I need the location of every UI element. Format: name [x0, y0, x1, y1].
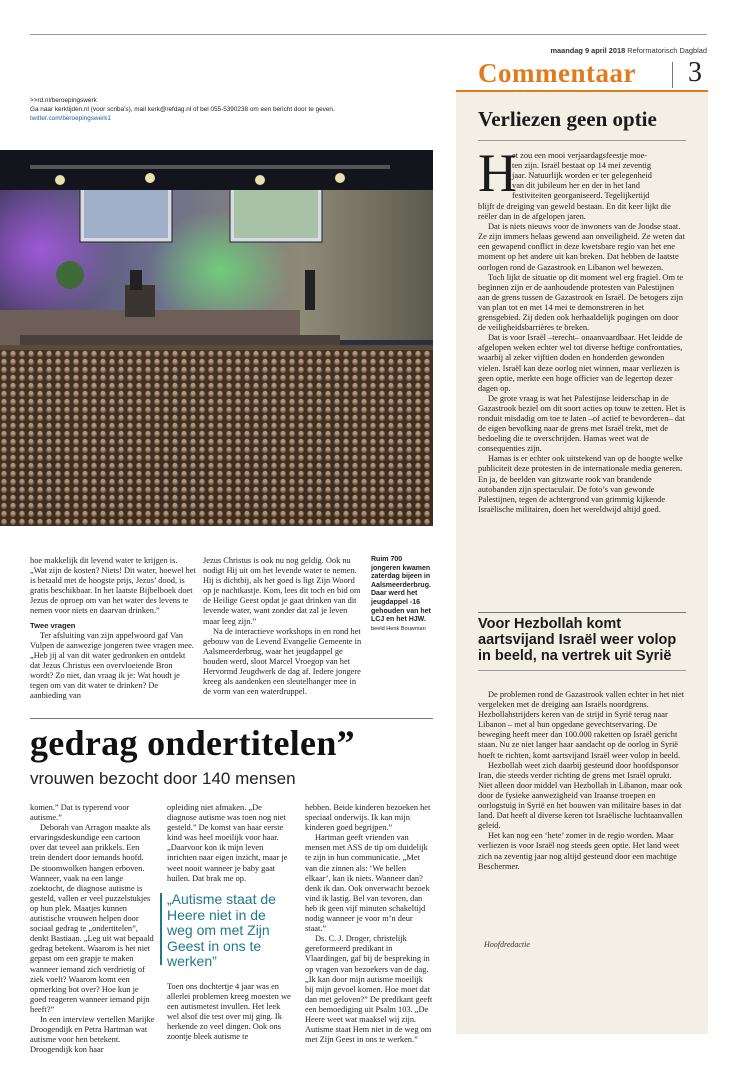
- pull-quote: „Autisme staat de Heere niet in de weg om met Zijn Geest in ons te werken”: [167, 891, 276, 969]
- editorial-lead: [512, 151, 687, 201]
- paragraph: Hamas is er echter ook uitstekend van op de hoogte welke publiciteit deze protesten in de internationale media generen. En ja, de beelden van gitzwarte rook van brandende autobanden zijn spectaculair. De foto’s van gewonde Palestijnen, tegen de achtergrond van grimmig kijkende Israëlische militairen, doen het wereldwijd altijd goed.: [478, 454, 683, 514]
- editorial-body: [478, 202, 686, 515]
- issue-date: maandag 9 april 2018: [550, 46, 626, 55]
- reference-text: Ga naar kerktijden.nl (voor scriba’s), mail kerk@refdag.nl of bel 055-5390238 om een bericht door te geven.: [30, 106, 335, 114]
- editorial-signature: Hoofdredactie: [484, 940, 530, 949]
- photo-caption: [371, 556, 433, 633]
- top-rule: [30, 34, 707, 35]
- lower-article-col3: [305, 803, 433, 1045]
- article-headline: gedrag ondertitelen”: [30, 723, 355, 763]
- paragraph: De grote vraag is wat het Palestijnse leiderschap in de Gazastrook beziel om dit soort acties op touw te zetten. Het is ronduit misdadig om toe te laten –of actief te bevorderen– dat de eigen bevolking naar de grens met Israël trekt, met de bedoeling die te overschrijden. Hamas weet wat de consequenties zijn.: [478, 393, 686, 454]
- paragraph: Na de interactieve workshops in en rond het gebouw van de Levend Evangelie Gemeente in Aalsmeerderbrug, waar het jeugdappel ge houden werd, sloot Marcel Vroegop van het Hervormd Jeugdwerk de dag af. Iedere jongere kreeg als aandenken een sleutelhanger mee in de vorm van een waterdruppel.: [203, 626, 362, 697]
- section-title: Commentaar: [478, 58, 636, 88]
- editorial-title: Verliezen geen optie: [478, 107, 657, 131]
- section-divider: [672, 62, 673, 88]
- paper-name: Reformatorisch Dagblad: [627, 46, 707, 55]
- lower-article-col1: [30, 803, 155, 1055]
- lead-line: ten zijn. Israël bestaat op 14 mei zeventig: [512, 161, 652, 171]
- event-photo: [0, 150, 433, 526]
- lower-article-col2: [167, 803, 292, 884]
- section-accent-rule: [456, 90, 708, 92]
- editorial-body-2: [478, 690, 686, 872]
- upper-article-col2: [203, 556, 363, 697]
- paragraph: Deborah van Arragon maakte als ervaringsdeskundige een cartoon over dat teveel aan prikkels. Een trein dendert door iemands hoofd. De stoomwolken hangen erboven. Wanneer, vaak na een lange zoektocht, de diagnose autisme is gesteld, vallen er veel puzzelstukjes op hun plek. Maatjes kunnen autistische vrouwen helpen door sociaal gedrag te „ondertitelen”, denkt Bastiaan. „Leg uit wat bepaald gedrag betekent. Waarom is het niet gepast om een grapje te maken wanneer iemand zich verdrietig of ziek voelt? Waarom komt een opmerking bot over? Hoe kun je goed reageren wanneer iemand pijn heeft?”: [30, 823, 154, 1014]
- paragraph: Ds. C. J. Droger, christelijk gereformeerd predikant in Vlaardingen, gaf bij de bespreking in op vragen van bezoekers van de dag. „Ik kan door mijn autisme moeilijk bij mijn gevoel komen. Hoe moet dat dan met geloven?” De predikant geeft een bemoediging uit Psalm 103. „De Heere weet wat maaksel wij zijn. Autisme staat Hem niet in de weg om met Zijn Geest in ons te werken.”: [305, 934, 433, 1045]
- drop-cap: H: [478, 143, 517, 203]
- article-subheadline: vrouwen bezocht door 140 mensen: [30, 769, 296, 788]
- upper-article-col1: [30, 556, 196, 701]
- auditorium-photo-illustration: [0, 150, 433, 526]
- masthead-dateline: [550, 46, 707, 55]
- reference-link[interactable]: >>rd.nl/beroepingswerk: [30, 97, 97, 104]
- paragraph: opleiding niet afmaken. „De diagnose autisme was toen nog niet gesteld.” De komst van haar eerste kind was heel moeilijk voor haar. „Daarvoor kon ik mijn leven inrichten naar eigen inzicht, maar je weet nooit wanneer je baby gaat huilen. Dat brak me op.: [167, 803, 288, 883]
- editorial-title-rule: [478, 140, 686, 141]
- editorial-subhead-rule-bottom: [478, 670, 686, 671]
- lead-line: jaar. Natuurlijk worden er ter gelegenheid: [512, 171, 652, 181]
- paragraph: blijft de dreiging van geweld bestaan. En dit keer lijkt die reëler dan in de afgelopen jaren.: [478, 202, 671, 222]
- paragraph: Ter afsluiting van zijn appelwoord gaf Van Vulpen de aanwezige jongeren twee vragen mee. „Heb jij al van dit water gedronken en ontdekt dat Jezus Christus een overvloeiende Bron wordt? Zo niet, dan vraag ik je: Wat houdt je tegen om van dit water te drinken? De aanbieding van: [30, 630, 194, 701]
- lead-line: van dit jubileum her en der in het land: [512, 181, 640, 191]
- paragraph: Het kan nog een ‘hete’ zomer in de regio worden. Maar verliezen is voor Israël nog steeds geen optie. Het land weet zich na zeventig jaar nog altijd gesteund door een machtige Beschermer.: [478, 831, 680, 871]
- paragraph: komen.” Dat is typerend voor autisme.”: [30, 803, 130, 823]
- paragraph: Hartman geeft vrienden van mensen met ASS de tip om duidelijk te zijn in hun communicatie. „Met van die zinnen als: ‘We bellen elkaar’, kan ik niets. Wanneer dan? denk ik dan. Ook onverwacht bezoek vind ik lastig. Bel van tevoren, dan heb ik geen vijf minuten schakeltijd nodig wanneer je voor m’n deur staat.”: [305, 833, 430, 934]
- paragraph: In een interview vertellen Marijke Droogendijk en Petra Hartman wat autisme voor hen betekent. Droogendijk kon haar: [30, 1014, 155, 1055]
- paragraph: Hezbollah weet zich daarbij gesteund door hoofdsponsor Iran, die steeds verder richting de grens met Israël oprukt. Niet alleen door middel van Hezbollah in Libanon, maar ook door de fysieke aanwezigheid van Iraanse troepen en oorlogstuig in Syrië en het bouwen van militaire bases in dat land. Dat heeft al diverse keren tot Israëlische luchtaanvallen geleid.: [478, 760, 683, 831]
- caption-text: Ruim 700 jongeren kwamen zaterdag bijeen in Aalsmeerderbrug. Daar werd het jeugdappel -16 gehouden van het LCJ en het HJW.: [371, 556, 431, 624]
- paragraph: Toen ons dochtertje 4 jaar was en allerlei problemen kreeg moesten we een autismetest invullen. Het leek wel alsof die test over mij ging. Ik herkende zo veel dingen. Ook ons zoontje bleek autisme te: [167, 982, 291, 1042]
- lower-article-col2b: [167, 982, 292, 1043]
- paragraph: De problemen rond de Gazastrook vallen echter in het niet vergeleken met de dreiging aan Israëls noordgrens. Hezbollahstrijders keren van de strijd in Syrië terug naar Libanon – met al hun opgedane gevechtservaring. De beweging heeft meer dan 100.000 raketten op Israël gericht staan. Nu ze niet langer haar aandacht op de oorlog in Syrië hoeft te richten, komt aartsvijand Israël weer volop in beeld.: [478, 690, 685, 760]
- editorial-subheadline: Voor Hezbollah komt aartsvijand Israël weer volop in beeld, na vertrek uit Syrië: [478, 616, 677, 664]
- quote-bar: [160, 893, 162, 965]
- reference-block: [30, 96, 335, 124]
- paragraph: hebben. Beide kinderen bezoeken het speciaal onderwijs. Ik kan mijn kinderen goed begrijpen.”: [305, 803, 431, 833]
- lead-line: festiviteiten georganiseerd. Tegelijkertijd: [512, 191, 650, 201]
- paragraph: Dat is niets nieuws voor de inwoners van de Joodse staat. Ze zijn immers helaas gewend aan onveiligheid. Ze weten dat een gewapend conflict in deze kwetsbare regio van het ene moment op het andere uit kan breken. Dat hebben de laatste oorlogen rond de Gazastrook en Libanon wel bewezen.: [478, 222, 685, 272]
- lead-line: et zou een mooi verjaardagsfeestje moe-: [512, 151, 648, 160]
- section-heading: Twee vragen: [30, 620, 76, 630]
- article-divider: [30, 718, 433, 719]
- paragraph: Dat is voor Israël –terecht– onaanvaardbaar. Het leidde de afgelopen weken echter wel tot diverse heftige confrontaties, waarbij al zeker vijftien doden en honderden gewonden vielen. Israël kan deze oorlog niet winnen, maar verliezen is geen optie, merkte een hoge officier van de legertop dezer dagen op.: [478, 333, 683, 393]
- editorial-subhead-rule: [478, 612, 686, 613]
- paragraph: hoe makkelijk dit levend water te krijgen is. „Wat zijn de kosten? Niets! Dit water, hoewel het is betaald met de hoogste prijs, Jezus’ dood, is gratis beschikbaar. In het laatste Bijbelboek doet Jezus de oproep om van het water des levens te nemen voor niets en daarvan drinken.”: [30, 556, 196, 616]
- page-number: 3: [688, 57, 702, 88]
- paragraph: Toch lijkt de situatie op dit moment wel erg fragiel. Om te beginnen zijn er de aanhoudende protesten van Palestijnen aan de grens tussen de Gazastrook en Israël. De betogers zijn van plan tot en met 14 mei te demonstreren in het grensgebied. Zij deden ook herhaaldelijk pogingen om door de veiligheidsbarrières te breken.: [478, 272, 684, 333]
- photo-credit: beeld Henk Bouwman: [371, 625, 426, 632]
- twitter-link[interactable]: twitter.com/beroepingswerk1: [30, 115, 111, 123]
- paragraph: Jezus Christus is ook nu nog geldig. Ook nu nodigt Hij uit om het levende water te nemen. Hij is dichtbij, als het goed is ligt Zijn Woord op je nachtkastje. Kom, lees dit toch en bid om de Heilige Geest opdat je gaat drinken van dit levende water, want zonder dat zal je leven maar leeg zijn.”: [203, 556, 361, 626]
